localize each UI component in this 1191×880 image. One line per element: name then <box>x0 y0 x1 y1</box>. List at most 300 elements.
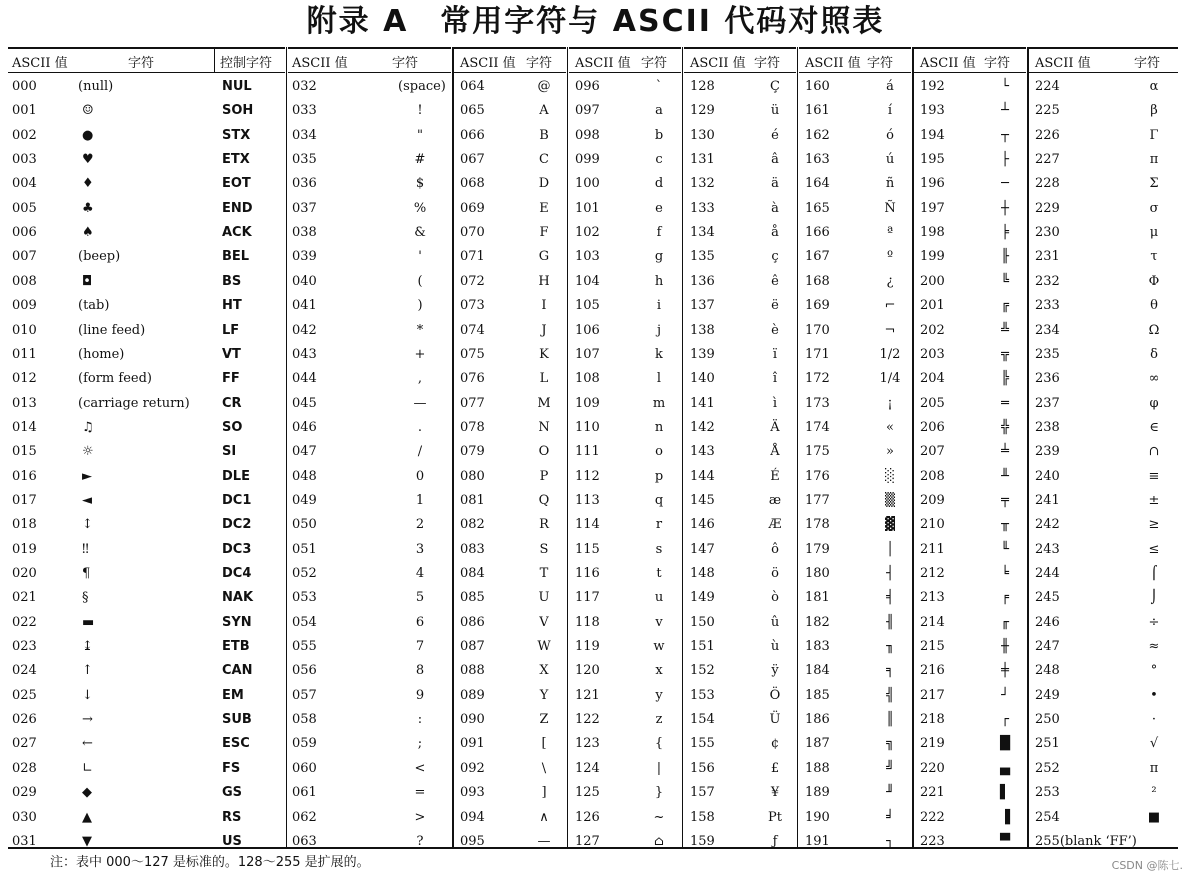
ascii-code: 122 <box>575 712 600 728</box>
ascii-code: 017 <box>12 492 37 508</box>
ascii-code: 221 <box>920 785 945 801</box>
ascii-code: 189 <box>805 785 830 801</box>
ascii-code: 202 <box>920 322 945 338</box>
table-column <box>1029 47 1178 847</box>
ascii-char: 0 <box>415 468 425 484</box>
ascii-code: 027 <box>12 736 37 752</box>
ascii-char: í <box>887 103 893 119</box>
ascii-code: 049 <box>292 492 317 508</box>
table-column <box>569 47 681 847</box>
ascii-char: ● <box>82 127 94 143</box>
ascii-char: ? <box>416 833 424 849</box>
control-char: GS <box>222 785 243 801</box>
ascii-char: H <box>538 273 550 289</box>
ascii-char: U <box>538 590 550 606</box>
ascii-code: 123 <box>575 736 600 752</box>
ascii-code: 082 <box>460 517 485 533</box>
ascii-char: │ <box>886 541 894 557</box>
ascii-char: â <box>771 152 779 168</box>
ascii-code: 197 <box>920 200 945 216</box>
ascii-char: ╙ <box>1001 541 1009 557</box>
ascii-char: ╥ <box>1001 517 1009 533</box>
ascii-char: = <box>414 785 426 801</box>
header-ascii-label: ASCII 值 <box>690 56 746 71</box>
ascii-code: 056 <box>292 663 317 679</box>
ascii-code: 187 <box>805 736 830 752</box>
ascii-code: 160 <box>805 79 830 94</box>
ascii-code: 071 <box>460 249 485 265</box>
ascii-char: — <box>413 395 427 411</box>
ascii-char: Å <box>770 444 780 460</box>
ascii-char: j <box>656 322 662 338</box>
ascii-char: W <box>537 639 551 655</box>
ascii-char: ∩ <box>1148 444 1160 460</box>
ascii-char: é <box>771 127 779 143</box>
ascii-code: 244 <box>1035 566 1060 581</box>
ascii-char: Φ <box>1148 273 1160 289</box>
ascii-char: Ñ <box>884 200 896 216</box>
table-column <box>8 47 285 847</box>
ascii-char: ♫ <box>82 419 94 435</box>
ascii-char: ≥ <box>1148 517 1160 533</box>
ascii-char: û <box>770 614 780 630</box>
ascii-char: ┴ <box>1001 103 1009 119</box>
ascii-char: ╞ <box>1001 225 1009 241</box>
ascii-char: @ <box>537 79 551 94</box>
ascii-code: 033 <box>292 103 317 119</box>
column-divider <box>452 47 454 847</box>
ascii-code: 063 <box>292 833 317 849</box>
ascii-code: 192 <box>920 79 945 94</box>
ascii-char: a <box>655 103 663 119</box>
ascii-code: 124 <box>575 760 600 776</box>
ascii-code: 247 <box>1035 639 1060 655</box>
ascii-char: 2 <box>415 517 425 533</box>
ascii-char: ☺ <box>82 103 94 119</box>
ascii-code: 003 <box>12 152 37 168</box>
ascii-code: 091 <box>460 736 485 752</box>
control-char: EOT <box>222 176 251 192</box>
ascii-char: < <box>414 760 426 776</box>
ascii-char: > <box>414 809 426 825</box>
ascii-char: ┐ <box>886 833 894 849</box>
ascii-code: 117 <box>575 590 600 606</box>
ascii-char: ╔ <box>1001 298 1009 314</box>
ascii-char: ↓ <box>82 687 93 703</box>
ascii-char: ö <box>771 566 779 581</box>
ascii-code: 046 <box>292 419 317 435</box>
ascii-code: 182 <box>805 614 830 630</box>
ascii-code: 047 <box>292 444 317 460</box>
ascii-char: ÿ <box>771 663 779 679</box>
ascii-code: 108 <box>575 371 600 387</box>
ascii-code: 034 <box>292 127 317 143</box>
ascii-code: 211 <box>920 541 945 557</box>
ascii-char: ├ <box>1001 152 1009 168</box>
ascii-char: ¿ <box>886 273 894 289</box>
ascii-char: σ <box>1149 200 1159 216</box>
ascii-char: } <box>654 785 664 801</box>
ascii-char: | <box>656 760 662 776</box>
ascii-char: k <box>655 346 663 362</box>
ascii-char: I <box>541 298 547 314</box>
ascii-char: ò <box>771 590 779 606</box>
control-char: BS <box>222 273 242 289</box>
ascii-char: G <box>538 249 550 265</box>
ascii-code: 234 <box>1035 322 1060 338</box>
ascii-code: 021 <box>12 590 37 606</box>
ascii-code: 193 <box>920 103 945 119</box>
ascii-code: 096 <box>575 79 600 94</box>
ascii-code: 155 <box>690 736 715 752</box>
control-char: STX <box>222 127 251 143</box>
ascii-char: % <box>413 200 427 216</box>
ascii-code: 116 <box>575 566 600 581</box>
ascii-char: ≤ <box>1148 541 1160 557</box>
ascii-code: 101 <box>575 200 600 216</box>
ascii-char: p <box>654 468 664 484</box>
ascii-code: 243 <box>1035 541 1060 557</box>
ascii-char: ░ <box>885 468 895 484</box>
control-char: FF <box>222 371 240 387</box>
ascii-code: 036 <box>292 176 317 192</box>
ascii-code: 134 <box>690 225 715 241</box>
ascii-code: 179 <box>805 541 830 557</box>
ascii-code: 072 <box>460 273 485 289</box>
column-header <box>799 47 911 73</box>
ascii-char: ê <box>771 273 779 289</box>
header-ascii-label: ASCII 值 <box>460 56 516 71</box>
ascii-code: 224 <box>1035 79 1060 94</box>
ascii-char: § <box>82 590 89 606</box>
column-header <box>914 47 1026 73</box>
control-char: DC1 <box>222 492 252 508</box>
header-char-label: 字符 <box>128 56 155 71</box>
ascii-code: 242 <box>1035 517 1060 533</box>
ascii-code: 215 <box>920 639 945 655</box>
ascii-char: : <box>417 712 423 728</box>
ascii-char: Pt <box>768 809 782 825</box>
ascii-char: ú <box>885 152 895 168</box>
ascii-code: 054 <box>292 614 317 630</box>
ascii-code: 236 <box>1035 371 1060 387</box>
ascii-char: F <box>539 225 549 241</box>
ascii-char: Y <box>539 687 549 703</box>
ascii-char: ▒ <box>885 492 895 508</box>
ascii-code: 145 <box>690 492 715 508</box>
ascii-char: 1/2 <box>879 346 901 362</box>
ascii-code: 185 <box>805 687 830 703</box>
ascii-char: ì <box>772 395 778 411</box>
ascii-char: ∧ <box>539 809 549 825</box>
ascii-char: Σ <box>1149 176 1159 192</box>
ascii-char: · <box>1151 712 1157 728</box>
ascii-code: 014 <box>12 419 37 435</box>
ascii-code: 023 <box>12 639 37 655</box>
ascii-code: 065 <box>460 103 485 119</box>
ascii-code: 037 <box>292 200 317 216</box>
ascii-char: h <box>654 273 664 289</box>
ascii-char: ╖ <box>886 639 894 655</box>
ascii-code: 171 <box>805 346 830 362</box>
ascii-code: 052 <box>292 566 317 581</box>
ascii-code: 146 <box>690 517 715 533</box>
ascii-code: 111 <box>575 444 600 460</box>
ascii-code: 012 <box>12 371 37 387</box>
ascii-code: 228 <box>1035 176 1060 192</box>
ascii-code: 153 <box>690 687 715 703</box>
ascii-code: 060 <box>292 760 317 776</box>
ascii-code: 007 <box>12 249 37 265</box>
ascii-code: 076 <box>460 371 485 387</box>
ascii-code: 044 <box>292 371 317 387</box>
ascii-char: / <box>417 444 423 460</box>
ascii-code: 089 <box>460 687 485 703</box>
ascii-code: 169 <box>805 298 830 314</box>
ascii-code: 026 <box>12 712 37 728</box>
ascii-char: . <box>417 419 423 435</box>
ascii-char: ┬ <box>1001 127 1009 143</box>
ascii-code: 113 <box>575 492 600 508</box>
ascii-char: ⌂ <box>654 833 664 849</box>
control-char: CR <box>222 395 242 411</box>
control-char: RS <box>222 809 242 825</box>
ascii-code: 086 <box>460 614 485 630</box>
ascii-char: ╣ <box>886 687 894 703</box>
column-divider <box>214 47 215 73</box>
control-char: FS <box>222 760 241 776</box>
ascii-char: r <box>655 517 663 533</box>
table-column <box>914 47 1026 847</box>
ascii-code: 048 <box>292 468 317 484</box>
ascii-char: î <box>772 371 778 387</box>
ascii-code: 166 <box>805 225 830 241</box>
ascii-code: 183 <box>805 639 830 655</box>
ascii-char: Ω <box>1148 322 1160 338</box>
ascii-code: 121 <box>575 687 600 703</box>
ascii-char: • <box>1150 687 1158 703</box>
ascii-code: 255(blank ‘FF’) <box>1035 833 1137 849</box>
ascii-char: (space) <box>398 79 446 94</box>
ascii-char: ° <box>1150 663 1158 679</box>
ascii-code: 178 <box>805 517 830 533</box>
header-ctrl-label: 控制字符 <box>220 56 273 71</box>
ascii-char: ╕ <box>886 663 894 679</box>
ascii-code: 225 <box>1035 103 1060 119</box>
ascii-code: 161 <box>805 103 830 119</box>
ascii-code: 167 <box>805 249 830 265</box>
header-char-label: 字符 <box>867 56 894 71</box>
ascii-char: (home) <box>78 346 125 362</box>
ascii-code: 097 <box>575 103 600 119</box>
ascii-code: 190 <box>805 809 830 825</box>
ascii-char: (tab) <box>78 298 110 314</box>
control-char: ETB <box>222 639 250 655</box>
ascii-code: 045 <box>292 395 317 411</box>
ascii-char: ä <box>771 176 779 192</box>
ascii-char: ü <box>770 103 780 119</box>
ascii-code: 172 <box>805 371 830 387</box>
control-char: ESC <box>222 736 250 752</box>
ascii-code: 175 <box>805 444 830 460</box>
ascii-code: 220 <box>920 760 945 776</box>
ascii-char: ▀ <box>1000 833 1010 849</box>
ascii-char: O <box>538 444 550 460</box>
ascii-char: π <box>1149 152 1159 168</box>
ascii-char: ∞ <box>1148 371 1160 387</box>
ascii-code: 143 <box>690 444 715 460</box>
ascii-code: 165 <box>805 200 830 216</box>
ascii-char: ² <box>1151 785 1157 801</box>
ascii-code: 194 <box>920 127 945 143</box>
ascii-char: 1/4 <box>879 371 901 387</box>
ascii-char: ┤ <box>886 566 894 581</box>
ascii-char: ╪ <box>1001 663 1009 679</box>
table-bottom-rule <box>8 847 1178 849</box>
ascii-char: ╢ <box>886 614 894 630</box>
ascii-char: (beep) <box>78 249 121 265</box>
ascii-code: 141 <box>690 395 715 411</box>
ascii-code: 131 <box>690 152 715 168</box>
ascii-char: ‼ <box>82 541 89 557</box>
control-char: DC3 <box>222 541 252 557</box>
ascii-char: ╬ <box>1001 419 1009 435</box>
ascii-char: ╚ <box>1001 273 1009 289</box>
control-char: NUL <box>222 79 252 94</box>
ascii-code: 009 <box>12 298 37 314</box>
ascii-char: 5 <box>415 590 425 606</box>
ascii-char: ] <box>541 785 547 801</box>
ascii-code: 099 <box>575 152 600 168</box>
ascii-code: 005 <box>12 200 37 216</box>
ascii-char: w <box>653 639 665 655</box>
ascii-code: 051 <box>292 541 317 557</box>
ascii-code: 148 <box>690 566 715 581</box>
ascii-char: c <box>655 152 663 168</box>
ascii-code: 248 <box>1035 663 1060 679</box>
ascii-code: 253 <box>1035 785 1060 801</box>
ascii-code: 150 <box>690 614 715 630</box>
ascii-code: 120 <box>575 663 600 679</box>
ascii-code: 083 <box>460 541 485 557</box>
ascii-char: (line feed) <box>78 322 146 338</box>
ascii-char: , <box>417 371 423 387</box>
ascii-char: A <box>539 103 549 119</box>
ascii-char: 9 <box>415 687 425 703</box>
ascii-code: 039 <box>292 249 317 265</box>
ascii-code: 210 <box>920 517 945 533</box>
column-divider <box>912 47 914 847</box>
ascii-char: ╝ <box>886 760 894 776</box>
ascii-char: ç <box>771 249 779 265</box>
ascii-char: π <box>1149 760 1159 776</box>
ascii-char: β <box>1150 103 1158 119</box>
ascii-code: 149 <box>690 590 715 606</box>
ascii-code: 237 <box>1035 395 1060 411</box>
ascii-code: 208 <box>920 468 945 484</box>
ascii-char: ∟ <box>82 760 93 776</box>
control-char: SOH <box>222 103 254 119</box>
column-header <box>8 47 285 73</box>
ascii-code: 035 <box>292 152 317 168</box>
ascii-code: 246 <box>1035 614 1060 630</box>
ascii-code: 144 <box>690 468 715 484</box>
ascii-char: ∈ <box>1149 419 1159 435</box>
control-char: SI <box>222 444 237 460</box>
ascii-code: 081 <box>460 492 485 508</box>
ascii-char: * <box>416 322 424 338</box>
ascii-char: ╨ <box>1001 468 1009 484</box>
table-column <box>288 47 451 847</box>
ascii-char: T <box>539 566 549 581</box>
ascii-code: 053 <box>292 590 317 606</box>
ascii-char: R <box>539 517 549 533</box>
ascii-code: 093 <box>460 785 485 801</box>
ascii-code: 140 <box>690 371 715 387</box>
control-char: EM <box>222 687 244 703</box>
ascii-code: 126 <box>575 809 600 825</box>
ascii-code: 112 <box>575 468 600 484</box>
ascii-char: ! <box>417 103 423 119</box>
ascii-char: ) <box>417 298 423 314</box>
ascii-code: 176 <box>805 468 830 484</box>
ascii-code: 105 <box>575 298 600 314</box>
ascii-char: ↕ <box>82 517 93 533</box>
ascii-char: ╫ <box>1001 639 1009 655</box>
ascii-code: 199 <box>920 249 945 265</box>
ascii-code: 240 <box>1035 468 1060 484</box>
ascii-code: 074 <box>460 322 485 338</box>
column-header <box>684 47 796 73</box>
ascii-char: « <box>886 419 894 435</box>
ascii-char: o <box>655 444 663 460</box>
ascii-char: z <box>655 712 663 728</box>
ascii-code: 184 <box>805 663 830 679</box>
ascii-code: 050 <box>292 517 317 533</box>
table-column <box>454 47 566 847</box>
ascii-code: 245 <box>1035 590 1060 606</box>
ascii-code: 129 <box>690 103 715 119</box>
header-char-label: 字符 <box>641 56 668 71</box>
control-char: SUB <box>222 712 252 728</box>
ascii-code: 226 <box>1035 127 1060 143</box>
ascii-char: ╗ <box>886 736 894 752</box>
ascii-code: 223 <box>920 833 945 849</box>
ascii-code: 238 <box>1035 419 1060 435</box>
ascii-char: \ <box>541 760 547 776</box>
ascii-code: 157 <box>690 785 715 801</box>
ascii-code: 218 <box>920 712 945 728</box>
ascii-code: 232 <box>1035 273 1060 289</box>
ascii-char: — <box>537 833 551 849</box>
ascii-char: i <box>656 298 662 314</box>
ascii-char: g <box>654 249 664 265</box>
ascii-code: 227 <box>1035 152 1060 168</box>
ascii-char: ë <box>771 298 779 314</box>
ascii-char: ▄ <box>1000 760 1010 776</box>
ascii-code: 251 <box>1035 736 1060 752</box>
ascii-char: ù <box>770 639 780 655</box>
ascii-char: ╩ <box>1001 322 1009 338</box>
ascii-char: ╛ <box>886 809 894 825</box>
ascii-char: V <box>539 614 549 630</box>
ascii-code: 118 <box>575 614 600 630</box>
ascii-char: s <box>655 541 663 557</box>
ascii-char: ± <box>1148 492 1160 508</box>
ascii-code: 077 <box>460 395 485 411</box>
ascii-char: ◄ <box>82 492 92 508</box>
ascii-code: 138 <box>690 322 715 338</box>
